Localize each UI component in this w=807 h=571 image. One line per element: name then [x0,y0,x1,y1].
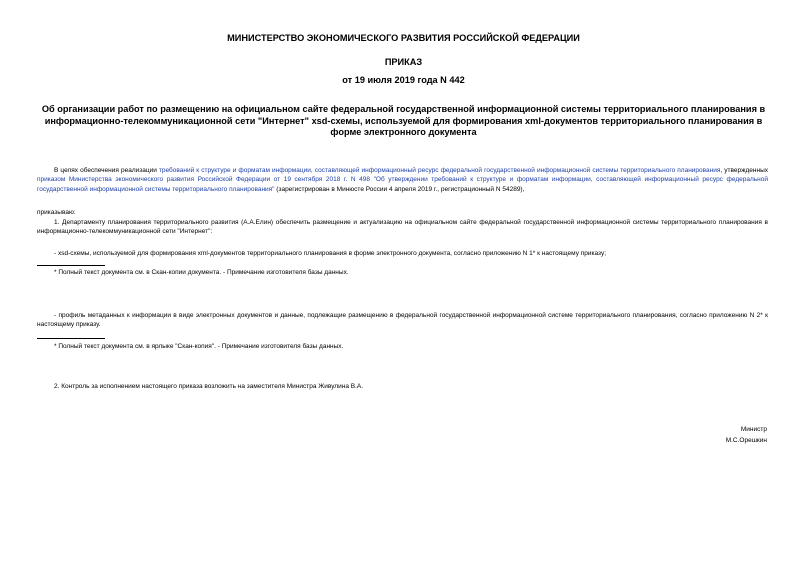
footnote-2-rule [37,338,105,339]
doc-type-heading: ПРИКАЗ [384,57,423,67]
footnote-2: * Полный текст документа см. в ярлыке "Скан-копия". - Примечание изготовителя базы данных. [54,343,344,350]
signature-role: Министр [740,426,767,433]
item-1-paragraph: 1. Департаменту планирования территориального развития (А.А.Елин) обеспечить размещение и актуализацию на официальном сайте федеральной государственной информационной системы территориального планирования в информационно-телекоммуникационной сети "Интернет": [37,219,768,236]
preamble-tail: (зарегистрирован в Минюсте России 4 апреля 2019 г., регистрационный N 54289), [274,185,525,193]
item-2-paragraph: 2. Контроль за исполнением настоящего приказа возложить на заместителя Министра Живулина В.А. [54,383,364,390]
bullet-2-paragraph: - профиль метаданных к информации в виде электронных документов и данные, подлежащие размещению в федеральной государственной информационной системе территориального планирования, согласно приложению N 2* к настоящему приказу. [37,312,768,329]
requirements-link[interactable]: требований к структуре и форматам информации, составляющей информационный ресурс федеральной государственной информационной системы территориального планирования [158,167,721,174]
ministry-heading: МИНИСТЕРСТВО ЭКОНОМИЧЕСКОГО РАЗВИТИЯ РОССИЙСКОЙ ФЕДЕРАЦИИ [227,33,580,43]
signature-block [726,424,767,446]
preamble-paragraph [37,166,768,194]
order-498-link[interactable]: приказом Министерства экономического развития Российской Федерации от 19 сентября 2018 г. N 498 "Об утверждении требований к структуре и форматам информации, составляющей информационный ресурс федеральной государственной информационной системы территориального планирования" [37,176,768,193]
document-title: Об организации работ по размещению на официальном сайте федеральной государственной информационной системы территориального планирования в информационно-телекоммуникационной сети "Интернет" xsd-схемы, используемой для формирования xml-документов территориального планирования в форме электронного документа [41,104,766,137]
footnote-1: * Полный текст документа см. в Скан-копии документа. - Примечание изготовителя базы данных. [54,269,349,276]
signature-name: М.С.Орешкин [725,437,767,444]
preamble-intro: В целях обеспечения реализации [54,167,159,174]
bullet-1-paragraph: - xsd-схемы, используемой для формирования xml-документов территориального планирования в форме электронного документа, согласно приложению N 1* к настоящему приказу; [54,250,607,257]
preamble-mid: , утвержденных [720,167,768,174]
footnote-1-rule [37,265,105,266]
order-word: приказываю: [37,209,76,216]
date-number-heading: от 19 июля 2019 года N 442 [342,75,465,85]
